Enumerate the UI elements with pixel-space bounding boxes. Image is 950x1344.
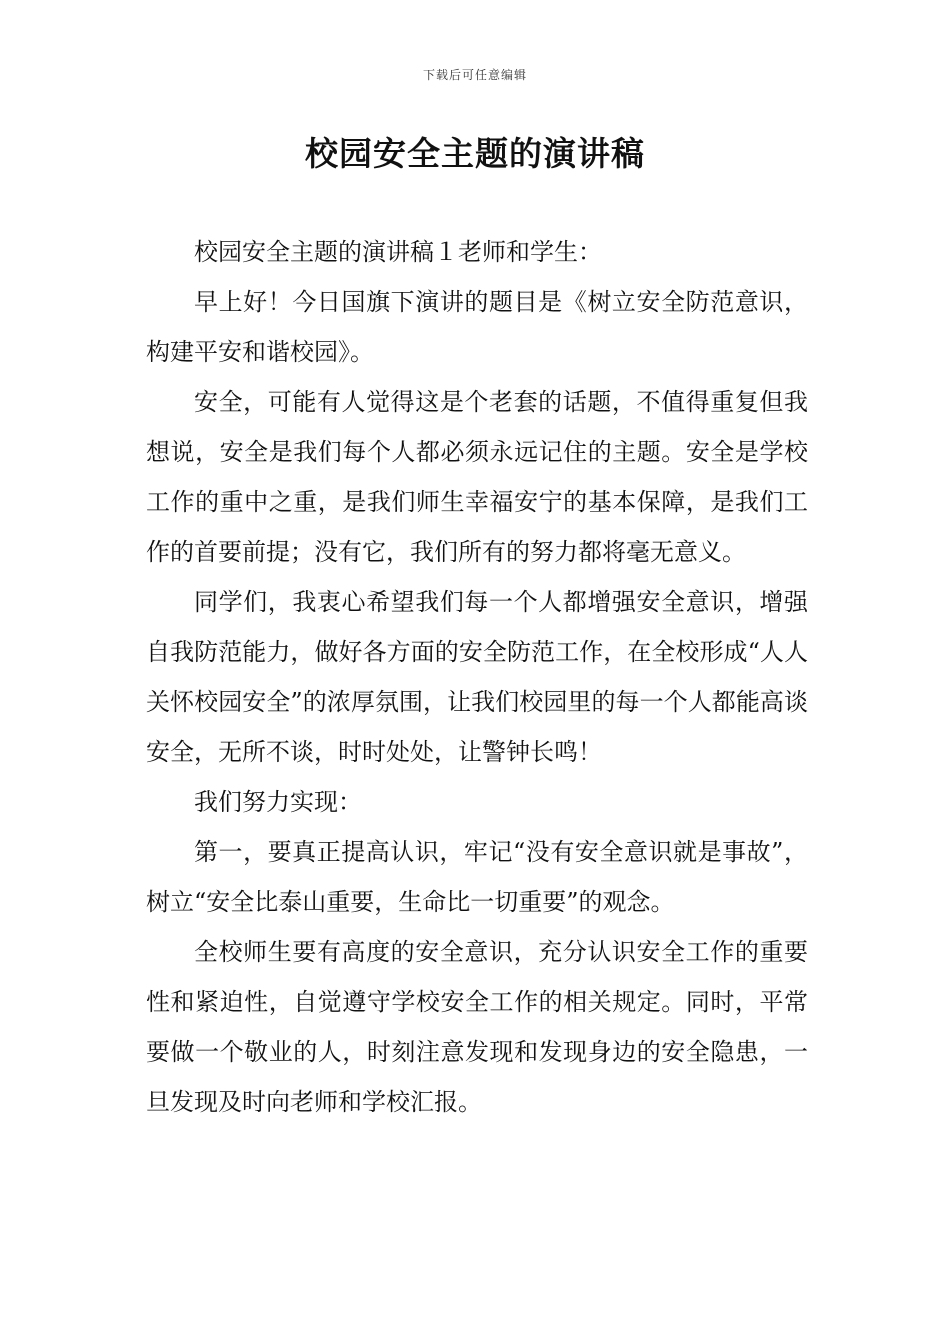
paragraph-goals-heading: 我们努力实现：: [194, 788, 362, 816]
paragraph-first-point: 第一，要真正提高认识，牢记“没有安全意识就是事故”，树立“安全比泰山重要，生命比一切重要”的观念。: [146, 838, 808, 916]
document-title: 校园安全主题的演讲稿: [305, 134, 645, 173]
paragraph-safety-theme: 安全，可能有人觉得这是个老套的话题，不值得重复但我想说，安全是我们每个人都必须永远记住的主题。安全是学校工作的重中之重，是我们师生幸福安宁的基本保障，是我们工作的首要前提；没有它，我们所有的努力都将毫无意义。: [146, 388, 808, 566]
paragraph-intro: 校园安全主题的演讲稿１老师和学生：: [194, 238, 602, 266]
paragraph-greeting: 早上好！今日国旗下演讲的题目是《树立安全防范意识，构建平安和谐校园》。: [146, 288, 808, 366]
header-note: 下载后可任意编辑: [422, 68, 527, 82]
paragraph-hope: 同学们，我衷心希望我们每一个人都增强安全意识，增强自我防范能力，做好各方面的安全防范工作，在全校形成“人人关怀校园安全”的浓厚氛围，让我们校园里的每一个人都能高谈安全，无所不谈，时时处处，让警钟长鸣！: [146, 588, 808, 766]
paragraph-awareness: 全校师生要有高度的安全意识，充分认识安全工作的重要性和紧迫性，自觉遵守学校安全工作的相关规定。同时，平常要做一个敬业的人，时刻注意发现和发现身边的安全隐患，一旦发现及时向老师和学校汇报。: [146, 938, 808, 1116]
document-body: [146, 227, 808, 1127]
